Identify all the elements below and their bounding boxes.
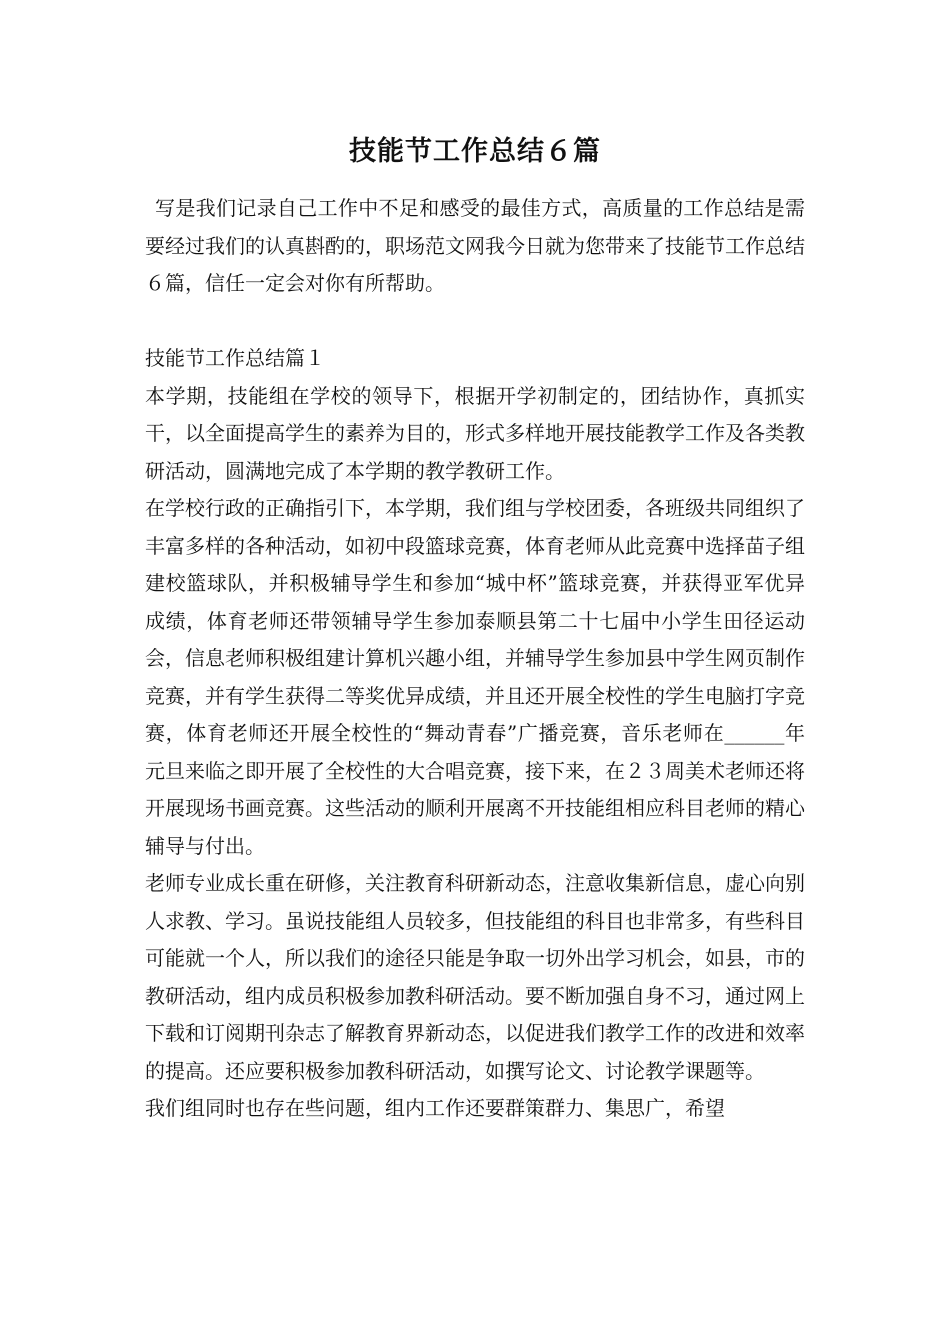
body-paragraph-2: 在学校行政的正确指引下，本学期，我们组与学校团委，各班级共同组织了丰富多样的各种活动，如初中段篮球竞赛，体育老师从此竞赛中选择苗子组建校篮球队，并积极辅导学生和参加“城中杯”篮球竞赛，并获得亚军优异成绩，体育老师还带领辅导学生参加泰顺县第二十七届中小学生田径运动会，信息老师积极组建计算机兴趣小组，并辅导学生参加县中学生网页制作竞赛，并有学生获得二等奖优异成绩，并且还开展全校性的学生电脑打字竞赛，体育老师还开展全校性的“舞动青春”广播竞赛，音乐老师在______年元旦来临之即开展了全校性的大合唱竞赛，接下来，在２３周美术老师还将开展现场书画竞赛。这些活动的顺利开展离不开技能组相应科目老师的精心辅导与付出。 [145,496,805,858]
document-body [145,190,805,1128]
body-paragraph-4: 我们组同时也存在些问题，组内工作还要群策群力、集思广，希望 [145,1096,725,1120]
paragraph-spacer [145,303,805,341]
document-title: 技能节工作总结６篇 [349,136,601,167]
body-paragraph-1: 本学期，技能组在学校的领导下，根据开学初制定的，团结协作，真抓实干，以全面提高学生的素养为目的，形式多样地开展技能教学工作及各类教研活动，圆满地完成了本学期的教学教研工作。 [145,383,805,483]
intro-paragraph: 写是我们记录自己工作中不足和感受的最佳方式，高质量的工作总结是需要经过我们的认真斟酌的，职场范文网我今日就为您带来了技能节工作总结６篇，信任一定会对你有所帮助。 [145,196,805,295]
body-paragraph-3: 老师专业成长重在研修，关注教育科研新动态，注意收集新信息，虚心向别人求教、学习。虽说技能组人员较多，但技能组的科目也非常多，有些科目可能就一个人，所以我们的途径只能是争取一切外出学习机会，如县，市的教研活动，组内成员积极参加教科研活动。要不断加强自身不习，通过网上下载和订阅期刊杂志了解教育界新动态，以促进我们教学工作的改进和效率的提高。还应要积极参加教科研活动，如撰写论文、讨论教学课题等。 [145,871,805,1083]
section-heading: 技能节工作总结篇１ [145,346,325,370]
